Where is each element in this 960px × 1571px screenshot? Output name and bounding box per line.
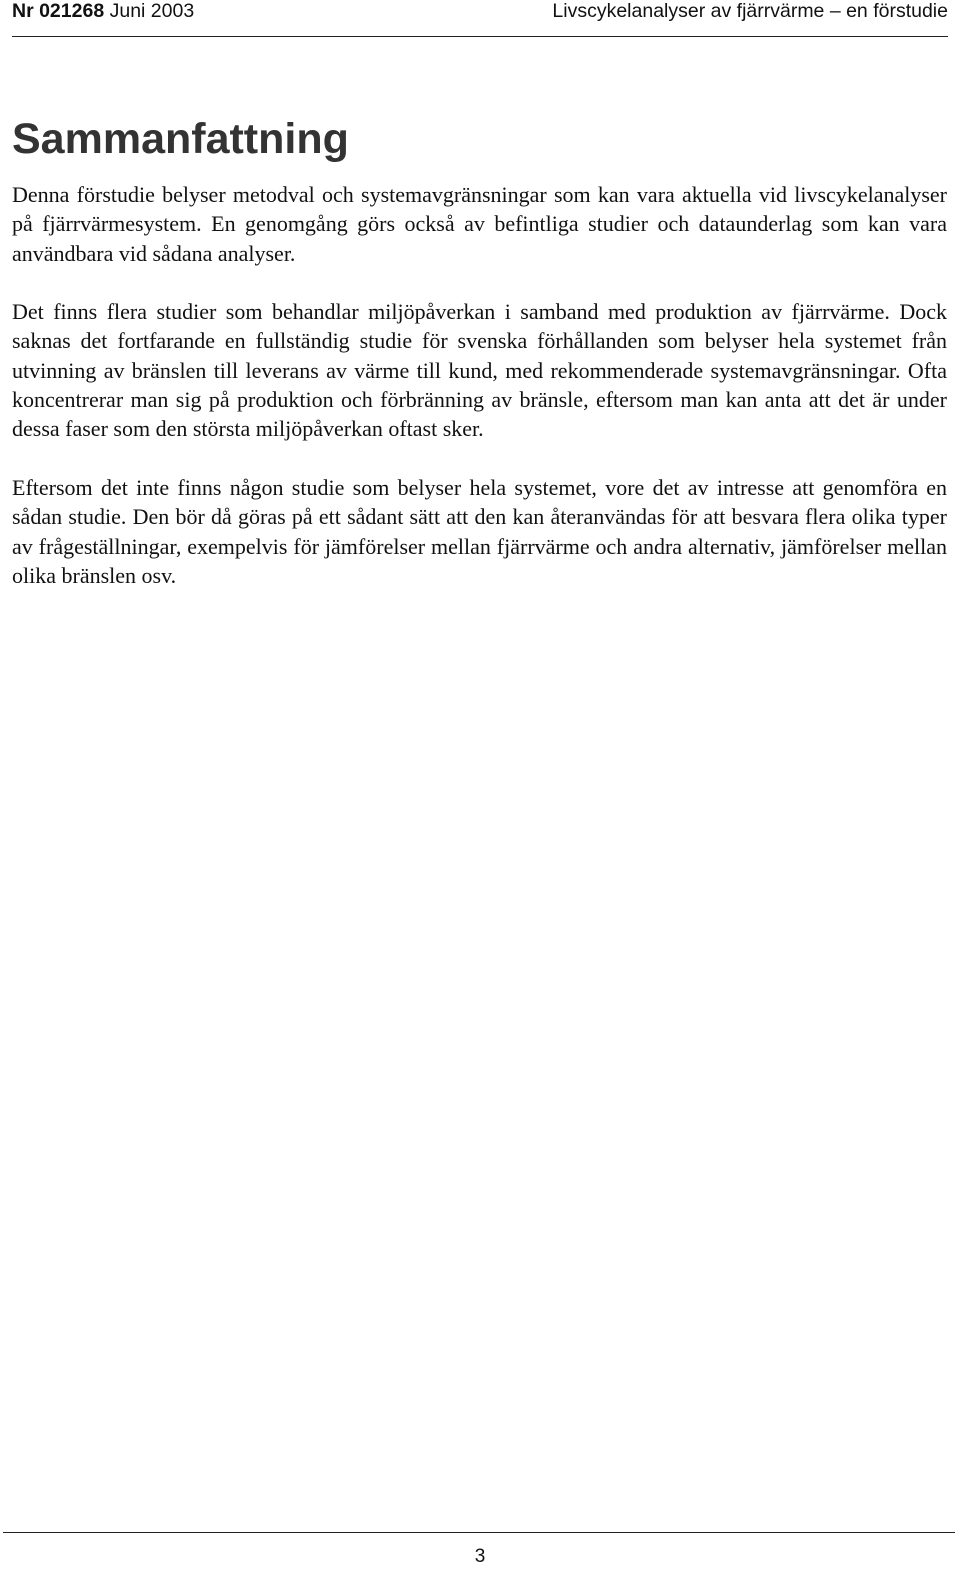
- page-header: [12, 0, 948, 37]
- section-title: Sammanfattning: [12, 115, 349, 163]
- report-number: Nr 021268: [12, 0, 105, 22]
- footer-divider: [3, 1532, 955, 1533]
- summary-body: [12, 180, 947, 619]
- header-report-title: Livscykelanalyser av fjärrvärme – en förstudie: [552, 0, 948, 22]
- paragraph-1: Denna förstudie belyser metodval och systemavgränsningar som kan vara aktuella vid livscykelanalyser på fjärrvärmesystem. En genomgång görs också av befintliga studier och dataunderlag som kan vara användbara vid sådana analyser.: [12, 182, 947, 266]
- header-report-info: [12, 0, 194, 23]
- report-date: Juni 2003: [109, 0, 195, 22]
- page-number: 3: [474, 1546, 486, 1567]
- paragraph-2: Det finns flera studier som behandlar miljöpåverkan i samband med produktion av fjärrvärme. Dock saknas det fortfarande en fullständig studie för svenska förhållanden som belyser hela systemet från utvinning av bränslen till leverans av värme till kund, med rekommenderade systemavgränsningar. Ofta koncentrerar man sig på produktion och förbränning av bränsle, eftersom man kan anta att det är under dessa faser som den största miljöpåverkan oftast sker.: [12, 299, 947, 442]
- paragraph-3: Eftersom det inte finns någon studie som belyser hela systemet, vore det av intresse att genomföra en sådan studie. Den bör då göras på ett sådant sätt att den kan återanvändas för att besvara flera olika typer av frågeställningar, exempelvis för jämförelser mellan fjärrvärme och andra alternativ, jämförelser mellan olika bränslen osv.: [12, 474, 947, 588]
